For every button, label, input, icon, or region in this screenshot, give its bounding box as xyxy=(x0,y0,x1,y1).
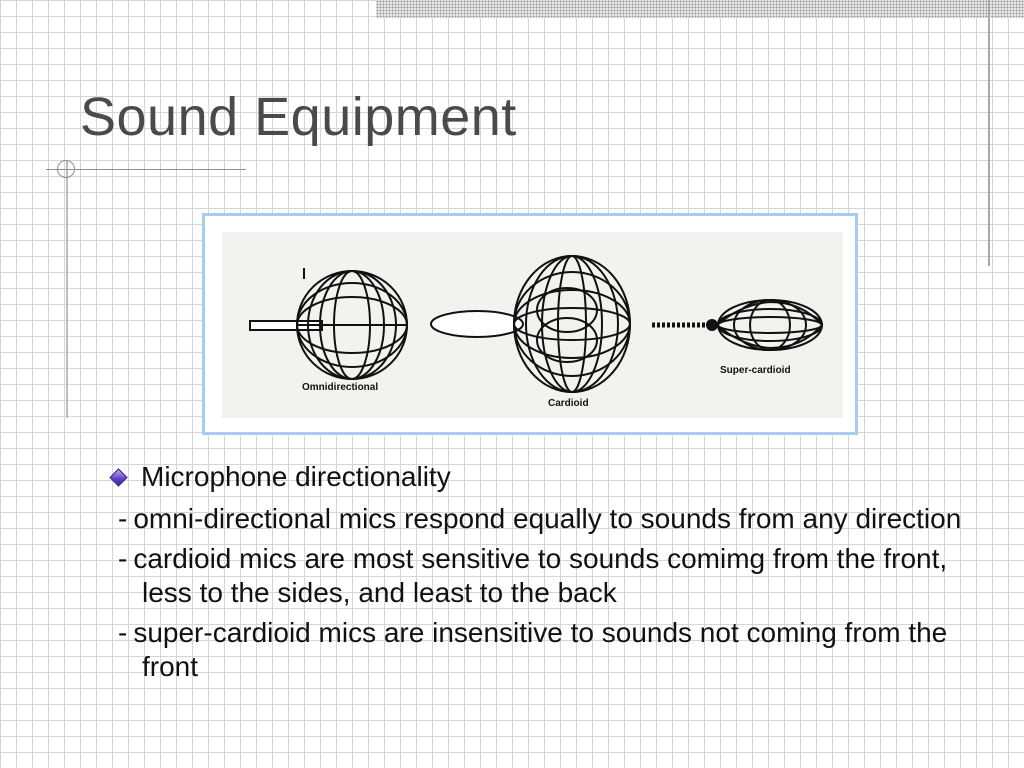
slide-title: Sound Equipment xyxy=(80,87,517,147)
sub-dash: - xyxy=(118,617,128,648)
decor-vertical-line xyxy=(66,160,68,418)
right-decor-line xyxy=(988,0,990,266)
mic-pattern-image xyxy=(222,232,843,418)
sub-item-text: omni-directional mics respond equally to sounds from any direction xyxy=(133,503,962,534)
label-super-cardioid: Super-cardioid xyxy=(720,365,791,376)
omni-pattern xyxy=(250,268,407,379)
mic-pattern-figure xyxy=(202,213,858,435)
sub-item-text: cardioid mics are most sensitive to sounds comimg from the front, less to the sides, and least to the back xyxy=(133,543,948,608)
cardioid-pattern xyxy=(431,256,630,392)
decor-horizontal-line xyxy=(46,169,246,170)
top-dotted-band xyxy=(376,0,1024,18)
mic-pattern-diagram xyxy=(222,232,843,418)
bullet-text: Microphone directionality xyxy=(141,461,451,492)
sub-item-omni xyxy=(112,502,972,536)
slide-content xyxy=(112,458,972,684)
label-omnidirectional: Omnidirectional xyxy=(302,382,379,393)
sub-item-text: super-cardioid mics are insensitive to sounds not coming from the front xyxy=(133,617,948,682)
sub-item-super-cardioid xyxy=(112,616,972,684)
bullet-item xyxy=(112,458,972,496)
diamond-bullet-icon xyxy=(109,468,127,486)
sub-item-cardioid xyxy=(112,542,972,610)
sub-dash: - xyxy=(118,543,128,574)
sub-dash: - xyxy=(118,503,128,534)
decor-circle xyxy=(57,160,75,178)
label-cardioid: Cardioid xyxy=(548,398,589,409)
super-cardioid-pattern xyxy=(652,300,822,350)
